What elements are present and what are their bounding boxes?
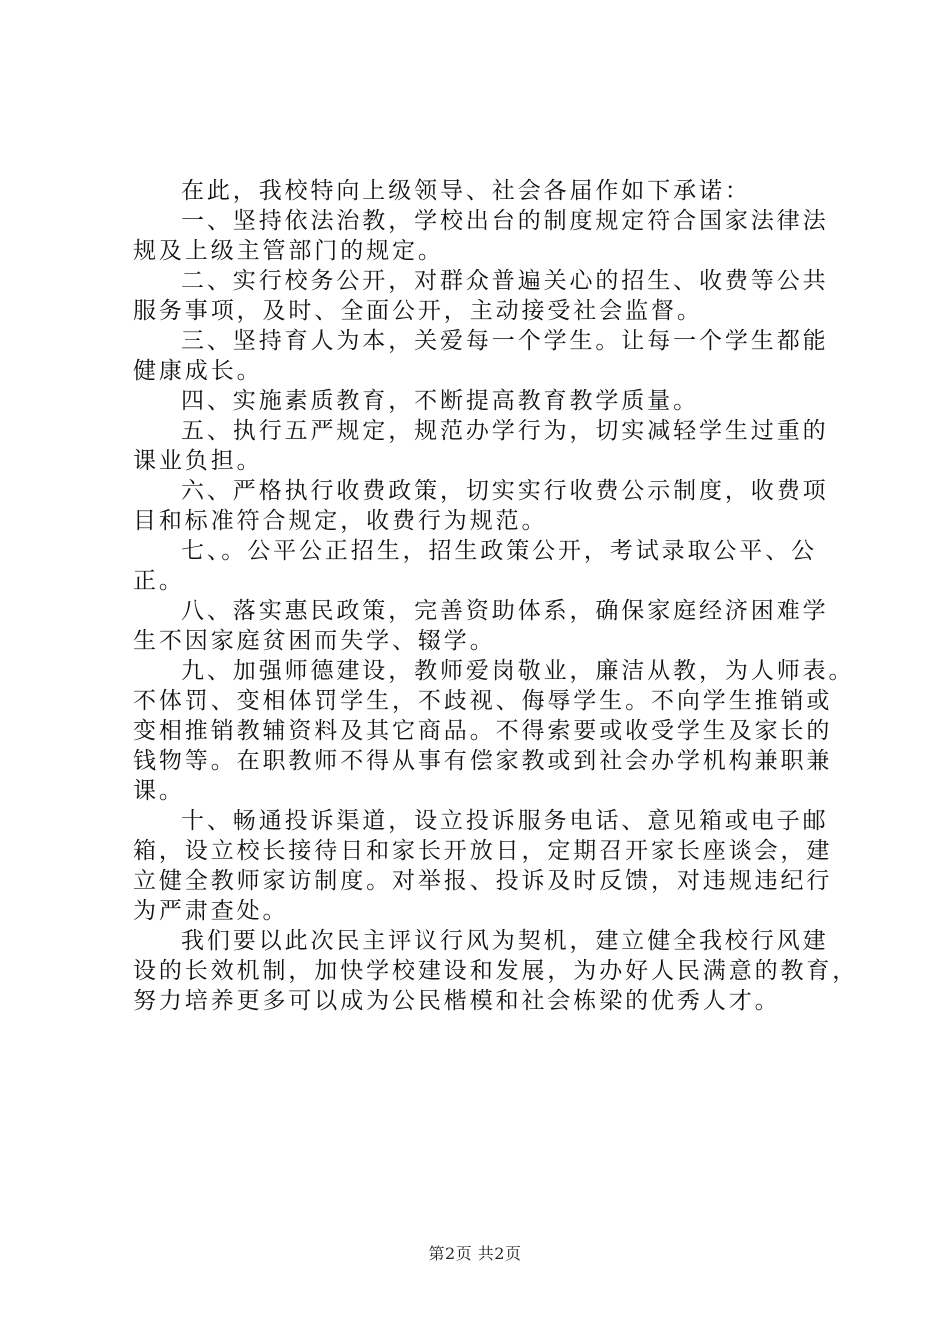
text-line: 变相推销教辅资料及其它商品。不得索要或收受学生及家长的	[133, 718, 833, 744]
text-line: 不体罚、变相体罚学生，不歧视、侮辱学生。不向学生推销或	[133, 688, 833, 714]
paragraph	[133, 656, 853, 806]
text-line: 十、畅通投诉渠道，设立投诉服务电话、意见箱或电子邮	[181, 808, 829, 834]
text-line: 生不因家庭贫困而失学、辍学。	[133, 628, 496, 654]
text-line: 课。	[133, 778, 185, 804]
document-body	[133, 176, 859, 1016]
paragraph	[133, 596, 853, 656]
text-line: 五、执行五严规定，规范办学行为，切实减轻学生过重的	[181, 418, 829, 444]
paragraph	[133, 266, 853, 326]
text-line: 目和标准符合规定，收费行为规范。	[133, 508, 548, 534]
text-line: 在此，我校特向上级领导、社会各届作如下承诺：	[181, 178, 751, 204]
text-line: 我们要以此次民主评议行风为契机，建立健全我校行风建	[181, 928, 829, 954]
text-line: 七、。公平公正招生，招生政策公开，考试录取公平、公	[181, 538, 817, 564]
text-line: 三、坚持育人为本，关爱每一个学生。让每一个学生都能	[181, 328, 829, 354]
text-line: 八、落实惠民政策，完善资助体系，确保家庭经济困难学	[181, 598, 829, 624]
text-line: 钱物等。在职教师不得从事有偿家教或到社会办学机构兼职兼	[133, 748, 833, 774]
text-line: 努力培养更多可以成为公民楷模和社会栋梁的优秀人才。	[133, 988, 781, 1014]
text-line: 规及上级主管部门的规定。	[133, 238, 444, 264]
text-line: 一、坚持依法治教，学校出台的制度规定符合国家法律法	[181, 208, 829, 234]
page-footer	[0, 1244, 950, 1264]
text-line: 正。	[133, 568, 185, 594]
paragraph	[133, 476, 853, 536]
text-line: 设的长效机制，加快学校建设和发展，为办好人民满意的教育，	[133, 958, 859, 984]
paragraph	[133, 386, 853, 416]
paragraph	[133, 206, 853, 266]
text-line: 四、实施素质教育，不断提高教育教学质量。	[181, 388, 699, 414]
text-line: 为严肃查处。	[133, 898, 289, 924]
text-line: 六、严格执行收费政策，切实实行收费公示制度，收费项	[181, 478, 829, 504]
paragraph	[133, 326, 853, 386]
paragraph	[133, 176, 853, 206]
paragraph	[133, 416, 853, 476]
text-line: 课业负担。	[133, 448, 263, 474]
paragraph	[133, 806, 853, 926]
page-number: 第2页 共2页	[428, 1244, 522, 1263]
text-line: 箱，设立校长接待日和家长开放日，定期召开家长座谈会，建	[133, 838, 833, 864]
text-line: 二、实行校务公开，对群众普遍关心的招生、收费等公共	[181, 268, 829, 294]
paragraph	[133, 536, 853, 596]
text-line: 健康成长。	[133, 358, 263, 384]
text-line: 服务事项，及时、全面公开，主动接受社会监督。	[133, 298, 703, 324]
text-line: 立健全教师家访制度。对举报、投诉及时反馈，对违规违纪行	[133, 868, 833, 894]
text-line: 九、加强师德建设，教师爱岗敬业，廉洁从教，为人师表。	[181, 658, 855, 684]
paragraph	[133, 926, 859, 1016]
